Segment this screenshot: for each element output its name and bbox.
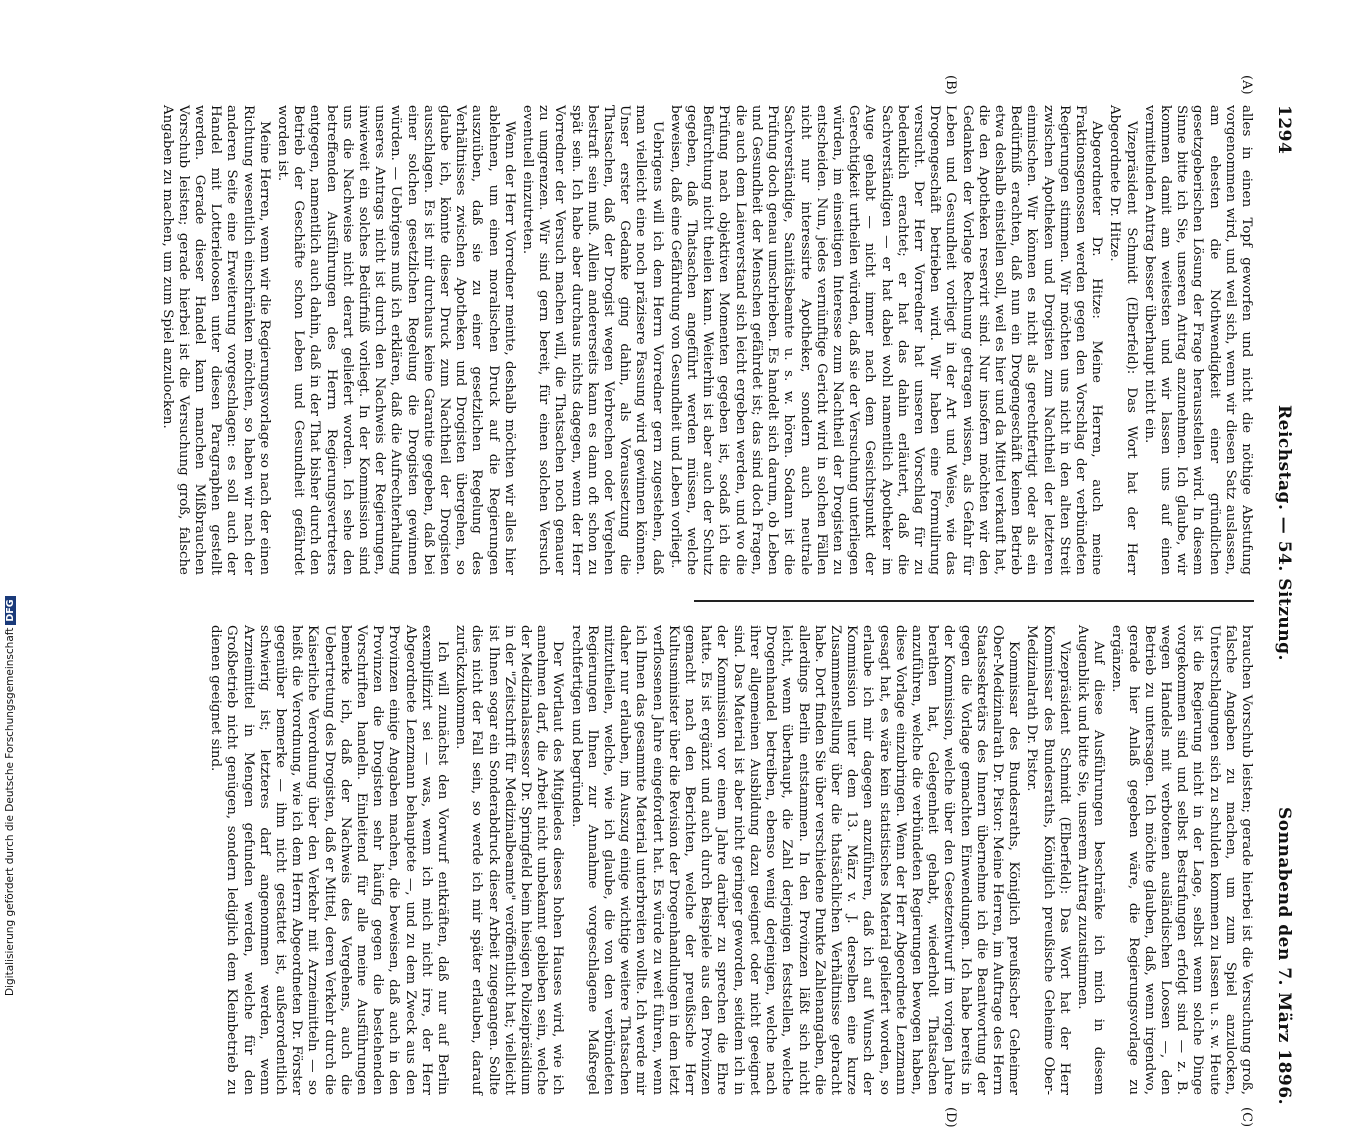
margin-mark-a: (A) — [1239, 75, 1254, 95]
paragraph: Ich will zunächst den Vorwurf entkräften, daß nur auf Berlin exemplifizirt sei — was, wenn ich mich nicht irre, der Herr Abgeordnete Lenzmann behauptete —, und zu dem Zweck aus den Provinzen einige Angaben machen, die beweisen, daß auch in den Provinzen die Drogisten sehr häufig gegen die bestehenden Vorschriften handeln. Einleitend für alle meine Ausführungen bemerke ich, daß der Nachweis des Vergehens, auch die Uebertretung des Drogisten, daß er Mittel, deren Verkehr durch die Kaiserliche Verordnung über den Verkehr mit Arzneimitteln — so heißt die Verordnung, wie ich dem Herrn Abgeordneten Dr. Förster gegenüber bemerke — ihm nicht gestattet ist, außerordentlich schwierig ist; letzteres darf angenommen werden, wenn Arzneimittel in Mengen gefunden werden, welche für den Großbetrieb nicht genügen, sondern lediglich dem Kleinbetrieb zu dienen geeignet sind. — [208, 625, 451, 1095]
session-date: Sonnabend den 7. März 1896. — [1274, 807, 1294, 1105]
paragraph: Vizepräsident Schmidt (Elberfeld): Das Wort hat der Herr Kommissar des Bundesraths, Königlich preußische Geheime Ober-Medizinalrath Dr. Pistor. — [1024, 625, 1072, 1095]
paragraph: Der Wortlaut des Mitgliedes dieses hohen Hauses wird, wie ich annehmen darf, die Arbeit nicht unbekannt geblieben sein, welche der Medizinalassessor Dr. Springfeld beim hiesigen Polizeipräsidium in der "Zeitschrift für Medizinalbeamte" veröffentlicht hat; vielleicht ist Ihnen sogar ein Sonderabdruck dieser Arbeit zugegangen. Sollte dies nicht der Fall sein, so werde ich mir später erlauben, darauf zurückzukommen. — [453, 625, 566, 1095]
dfg-logo-icon: DFG — [5, 596, 16, 624]
paragraph: brauchen Vorschub leisten; gerade hierbei ist die Versuchung groß, falsche Angaben zu machen, um zum Spiel anzulocken, Unterschlagungen sich zu schulden kommen zu lassen u. s. w. Heute ist die Regierung nicht in der Lage, selbst wenn solche Dinge vorgekommen sind und selbst Bestrafungen erfolgt sind — z. B. wegen Handels mit verbotenen ausländischen Loosen —, den Betrieb zu untersagen. Ich möchte glauben, daß, wenn irgendwo, gerade hier Anlaß gegeben wäre, die Regierungsvorlage zu ergänzen. — [1109, 625, 1254, 1095]
credit-text: Digitalisierung gefördert durch die Deutsche Forschungsgemeinschaft — [4, 627, 16, 996]
paragraph: Uebrigens will ich dem Herrn Vorredner gern zugestehen, daß man vielleicht eine noch präzisere Fassung wird gewinnen können. Unser erster Gedanke ging dahin, als Voraussetzung die Thatsachen, daß der Drogist wegen Verbrechen oder Vergehen bestraft sein muß. Allein andererseits kann es dann oft schon zu spät sein. Ich habe aber durchaus nichts dagegen, wenn der Herr Vorredner der Versuch machen will, die Thatsachen noch genauer zu umgrenzen. Wir sind gern bereit, für einen solchen Versuch eventuell einzutreten. — [520, 105, 665, 575]
paragraph: Wenn der Herr Vorredner meinte, deshalb möchten wir alles hier ablehnen, um einen moralischen Druck auf die Regierungen auszuüben, daß sie zu einer gesetzlichen Regelung des Verhältnisses zwischen Apotheken und Drogisten übergehen, so glaube ich, könnte dieser Druck zum Nachtheil der Drogisten ausschlagen. Es ist mir durchaus keine Garantie gegeben, daß bei einer solchen gesetzlichen Regelung die Drogisten gewinnen würden. — Uebrigens muß ich erklären, daß die Aufrechterhaltung unseres Antrags nicht ist durch den Nachweis der Regierungen, inwieweit ein solches Bedürfniß vorliegt. In der Kommission sind uns die Nachweise nicht derart geliefert worden. Ich sehe den betreffenden Ausführungen des Herrn Regierungsvertreters entgegen, namentlich auch dahin, daß in der That bisher durch den Betrieb der Geschäfte schon Leben und Gesundheit gefährdet worden ist. — [275, 105, 517, 575]
paragraph: Vizepräsident Schmidt (Elberfeld): Das Wort hat der Herr Abgeordnete Dr. Hitze. — [1107, 105, 1139, 575]
column-divider — [694, 600, 1254, 602]
digitization-credit — [4, 596, 16, 996]
paragraph: alles in einen Topf geworfen und nicht die nöthige Abstufung vorgenommen wird, und weil sich, wenn wir diesen Satz auslassen, am ehesten die Nothwendigkeit einer gründlichen gesetzgeberischen Lösung der Frage herausstellen wird. In diesem Sinne bitte ich Sie, unseren Antrag anzunehmen. Ich glaube, wir kommen damit am weitesten und wir lassen uns auf einen vermittelnden Antrag besser überhaupt nicht ein. — [1141, 105, 1254, 575]
margin-mark-c: (C) — [1239, 1107, 1254, 1128]
left-column — [159, 105, 1254, 575]
margin-mark-b: (B) — [943, 75, 958, 95]
paragraph: Meine Herren, wenn wir die Regierungsvorlage so nach der einen Richtung wesentlich einschränken möchten, so haben wir nach der anderen Seite eine Erweiterung vorgeschlagen: es soll auch der Handel mit Lotterieloosen unter diesen Paragraphen gestellt werden. Gerade dieser Handel kann manchen Mißbrauchen Vorschub leisten; gerade hierbei ist die Versuchung groß, falsche Angaben zu machen, um zum Spiel anzulocken. — [159, 105, 272, 575]
paragraph: Auf diese Ausführungen beschränke ich mich in diesem Augenblick und bitte Sie, unserem Antrag zuzustimmen. — [1074, 625, 1107, 1095]
paragraph: Abgeordneter Dr. Hitze: Meine Herren, auch meine Fraktionsgenossen werden gegen den Vorschlag der verbündeten Regierungen stimmen. Wir möchten uns nicht in den alten Streit zwischen Apotheken und Drogisten zum Nachtheil der letzteren einmischen. Wir können es nicht als gerechtfertigt oder als ein Bedürfniß erachten, daß nun ein Drogengeschäft keinen Betrieb etwa deshalb einstellen soll, weil es hier und da Mittel verkauft hat, die den Apotheken reservirt sind. Nur insofern möchten wir den Gedanken der Vorlage Rechnung getragen wissen, als Gefahr für Leben und Gesundheit vorliegt in der Art und Weise, wie das Drogengeschäft betrieben wird. Wir haben eine Formulirung versucht. Der Herr Vorredner hat unseren Vorschlag für zu bedenklich erachtet; er hat das dahin erläutert, daß die Sachverständigen — er hat dabei wohl namentlich Apotheker im Auge gehabt — nicht immer nach dem Gesichtspunkt der Gerechtigkeit urtheilen würden, daß sie der Versuchung unterliegen würden, im einseitigen Interesse zum Nachtheil der Drogisten zu entscheiden. Nun, jedes vernünftige Gericht wird in solchen Fällen nicht nur interessirte Apotheker, sondern auch neutrale Sachverständige, Sanitätsbeamte u. s. w. hören. Sodann ist die Prüfung doch genau umschrieben. Es handelt sich darum, ob Leben und Gesundheit der Menschen gefährdet ist; das sind doch Fragen, die auch dem Laienverstand sich leicht ergeben werden, und wo die Prüfung nach objektiven Momenten gegeben ist, sodaß ich die Befürchtung nicht theilen kann. Weiterhin ist aber auch der Schutz gegeben, daß Thatsachen angeführt werden müssen, welche beweisen, daß eine Gefährdung von Gesundheit und Leben vorliegt. — [667, 105, 1105, 575]
page-header — [1258, 105, 1298, 1105]
paragraph: Kommissar des Bundesraths, Königlich preußischer Geheimer Ober-Medizinalrath Dr. Pistor: Meine Herren, im Auftrage des Herrn Staatssekretärs des Innern übernehme ich die Beantwortung der gegen die Vorlage gemachten Einwendungen. Ich habe bereits in der Kommission, welche über den Gesetzentwurf im vorigen Jahre berathen hat, Gelegenheit gehabt, wiederholt Thatsachen anzuführen, welche die verbündeten Regierungen bewogen haben, diese Vorlage einzubringen. Wenn der Herr Abgeordnete Lenzmann gesagt hat, es wäre kein statistisches Material geliefert worden, so erlaube ich mir dagegen anzuführen, daß ich auf Wunsch der Kommission unter dem 13. März v. J. derselben eine kurze Zusammenstellung über die thatsächlichen Verhältnisse gebracht habe. Dort finden Sie über verschiedene Punkte Zahlenangaben, die allerdings Berlin entstammen. In den Provinzen läßt sich nicht leicht, wenn überhaupt, die Zahl derjenigen feststellen, welche Drogenhandel betreiben, ebenso wenig derjenigen, welche nach ihrer allgemeinen Ausbildung dazu geeignet oder nicht geeignet sind. Das Material ist aber nicht geringer geworden, seitdem ich in der Kommission vor einem Jahre darüber zu sprechen die Ehre hatte. Es ist ergänzt und auch durch Beispiele aus den Provinzen gemacht nach den Berichten, welche der preußische Herr Kultusminister über die Revision der Drogenhandlungen in dem letzt verflossenen Jahre eingefordert hat. Es würde zu weit führen, wenn ich Ihnen das gesammte Material unterbreiten wollte. Ich werde mir daher nur erlauben, im Auszug einige wichtige weitere Thatsachen mitzutheilen, welche, wie ich glaube, die von den verbündeten Regierungen Ihnen zur Annahme vorgeschlagene Maßregel rechtfertigen und begründen. — [568, 625, 1022, 1095]
newspaper-page — [28, 75, 1298, 1128]
page-number: 1294 — [1274, 105, 1294, 155]
session-title: Reichstag. — 54. Sitzung. — [1274, 405, 1294, 661]
margin-mark-d: (D) — [943, 1107, 958, 1128]
right-column — [208, 625, 1254, 1095]
